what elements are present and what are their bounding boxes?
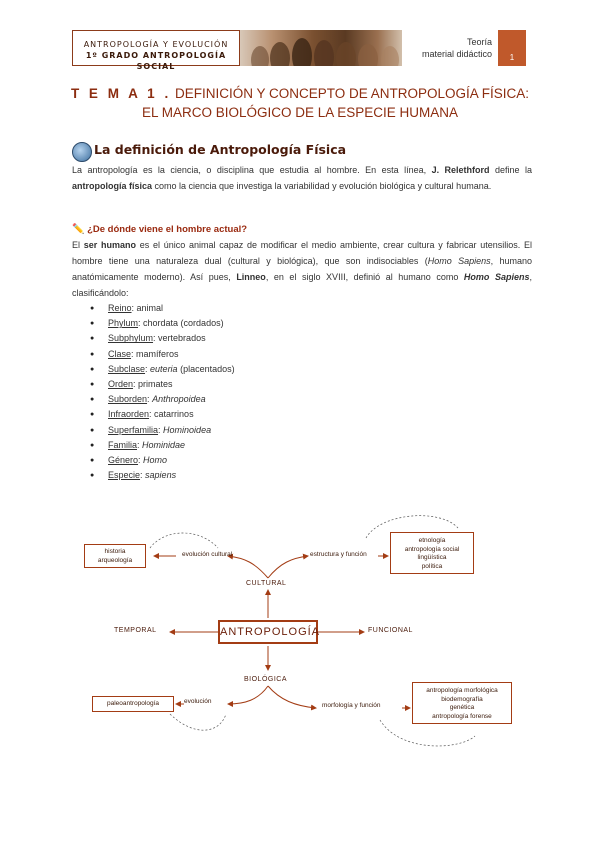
label-morfologia-funcion: morfología y función	[322, 702, 381, 709]
label-biologica: BIOLÓGICA	[244, 676, 288, 683]
list-item: ● Género: Homo	[90, 453, 235, 468]
hominid-figures-image	[240, 30, 402, 66]
label-temporal: TEMPORAL	[114, 627, 157, 634]
anthropology-diagram	[70, 508, 540, 758]
globe-icon	[72, 142, 92, 162]
title-line1: DEFINICIÓN Y CONCEPTO DE ANTROPOLOGÍA FÍSICA:	[174, 86, 530, 101]
label-evolucion: evolución	[184, 698, 212, 705]
header-right	[402, 30, 498, 66]
list-item: ● Familia: Hominidae	[90, 438, 235, 453]
list-item: ● Especie: sapiens	[90, 468, 235, 483]
section-title: La definición de Antropología Física	[94, 142, 347, 157]
header-course-box	[72, 30, 240, 71]
list-item: ● Clase: mamíferos	[90, 347, 235, 362]
list-item: ● Reino: animal	[90, 301, 235, 316]
label-estructura-funcion: estructura y función	[310, 551, 367, 558]
label-cultural: CULTURAL	[246, 580, 287, 587]
taxonomy-list	[90, 301, 235, 483]
header-course-line1: ANTROPOLOGÍA Y EVOLUCIÓN	[83, 40, 229, 49]
list-item: ● Orden: primates	[90, 377, 235, 392]
list-item: ● Infraorden: catarrinos	[90, 407, 235, 422]
center-antropologia: ANTROPOLOGÍA	[218, 620, 318, 644]
label-evolucion-cultural: evolución cultural	[182, 551, 233, 558]
list-item: ● Superfamilia: Hominoidea	[90, 423, 235, 438]
box-etnologia: etnología antropología social lingüística política	[390, 532, 474, 574]
section-paragraph: La antropología es la ciencia, o disciplina que estudia al hombre. En esta línea, J. Relethford define la antropología física como la ciencia que investiga la variabilidad y evolución biológica y cultural humana.	[72, 165, 532, 191]
title-line2: EL MARCO BIOLÓGICO DE LA ESPECIE HUMANA	[141, 105, 459, 120]
page-title	[0, 84, 600, 122]
subsection-title: ✏️ ¿De dónde viene el hombre actual?	[72, 224, 248, 235]
page-number: 1	[498, 30, 526, 66]
list-item: ● Phylum: chordata (cordados)	[90, 316, 235, 331]
box-paleoantropologia: paleoantropología	[92, 696, 174, 712]
label-funcional: FUNCIONAL	[368, 627, 413, 634]
box-historia: historia arqueología	[84, 544, 146, 568]
list-item: ● Suborden: Anthropoidea	[90, 392, 235, 407]
list-item: ● Subclase: euteria (placentados)	[90, 362, 235, 377]
title-tema: T E M A 1 .	[70, 86, 172, 101]
header-right-line2: material didáctico	[421, 49, 492, 59]
header-right-line1: Teoría	[466, 37, 492, 47]
list-item: ● Subphylum: vertebrados	[90, 331, 235, 346]
header-banner-image	[240, 30, 402, 66]
header-course-line2: 1º GRADO ANTROPOLOGÍA SOCIAL	[85, 51, 227, 71]
pencil-icon: ✏️	[72, 224, 85, 235]
subsection-paragraph: El ser humano es el único animal capaz de modificar el medio ambiente, crear cultura y fabricar utensilios. El hombre tiene una naturaleza dual (cultural y biológica), que son indisociables (Homo Sapiens, humano anatómicamente moderno). Así pues, Linneo, en el siglo XVIII, definió al humano como Homo Sapiens, clasificándolo:	[72, 240, 532, 298]
box-antropologia-morfologica: antropología morfológica biodemografía genética antropología forense	[412, 682, 512, 724]
